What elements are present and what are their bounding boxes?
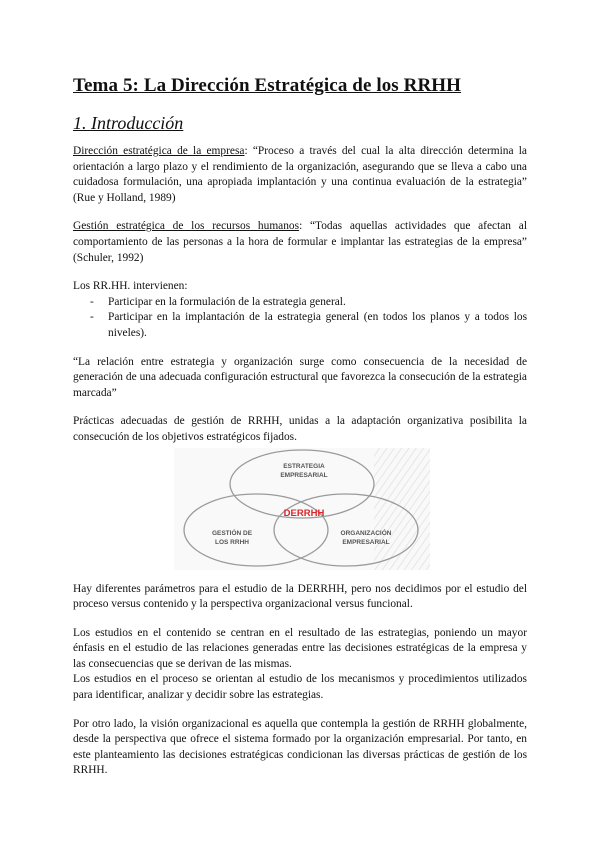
list-item: - Participar en la implantación de la estrategia general (en todos los planos y a todos los niveles). [73, 310, 527, 341]
definition-direccion-estrategica [73, 144, 527, 206]
definition-term: Dirección estratégica de la empresa [73, 145, 245, 157]
label-center: DERRHH [283, 507, 325, 519]
practicas-paragraph: Prácticas adecuadas de gestión de RRHH, unidas a la adaptación organizativa posibilita la consecución de los objetivos estratégicos fijados. [73, 415, 527, 443]
definition-term: Gestión estratégica de los recursos humanos [73, 220, 300, 233]
paragraph-proceso: Los estudios en el proceso se orientan al estudio de los mecanismos y procedimientos utilizados para identificar, analizar y decidir sobre las estrategias. [73, 673, 527, 702]
definition-text: : “Todas aquellas actividades que afectan al comportamiento de las personas a la hora de formular e implantar las estrategias de la empresa” (Schuler, 1992) [73, 220, 527, 264]
quote: “La relación entre estrategia y organización surge como consecuencia de la necesidad de generación de una adecuada configuración estructural que favorezca la consecución de la estrategia marcada” [73, 355, 527, 399]
page-title: Tema 5: La Dirección Estratégica de los RRHH [73, 75, 462, 96]
venn-diagram [174, 448, 430, 570]
section-heading: 1. Introducción [73, 113, 184, 133]
intervienen-intro: Los RR.HH. intervienen: [73, 280, 188, 293]
paragraph-contenido: Los estudios en el contenido se centran en el resultado de las estrategias, poniendo un mayor énfasis en el estudio de las relaciones generadas entre las decisiones estratégicas de la empresa y las consecuencias que se derivan de las mismas. [73, 626, 527, 670]
definition-text: : “Proceso a través del cual la alta dirección determina la orientación a largo plazo y el rendimiento de la organización, asegurando que se lleva a cabo una cuidadosa formulación, una apropiada implantación y una continua evaluación de la estrategia” (Rue y Holland, 1989) [73, 145, 527, 204]
document-page [73, 74, 527, 779]
label-right-1: ORGANIZACIÓN [340, 529, 392, 537]
label-right-2: EMPRESARIAL [342, 538, 390, 546]
definition-gestion-rrhh [73, 219, 527, 266]
paragraph-vision-organizacional: Por otro lado, la visión organizacional es aquella que contempla la gestión de RRHH globalmente, desde la perspectiva que ofrece el sistema formado por la organización empresarial. Por tanto, en este planteamiento las decisiones estratégicas condicionan las diversas prácticas de gestión de los RRHH. [73, 717, 527, 777]
label-top-2: EMPRESARIAL [280, 471, 328, 479]
label-left-2: LOS RRHH [215, 538, 249, 546]
label-top-1: ESTRATEGIA [283, 462, 325, 470]
paragraph-parametros: Hay diferentes parámetros para el estudio de la DERRHH, pero nos decidimos por el estudio del proceso versus contenido y la perspectiva organizacional versus funcional. [73, 582, 527, 611]
list-item: - Participar en la formulación de la estrategia general. [73, 295, 527, 311]
label-left-1: GESTIÓN DE [211, 529, 253, 537]
intervienen-list [73, 295, 527, 342]
